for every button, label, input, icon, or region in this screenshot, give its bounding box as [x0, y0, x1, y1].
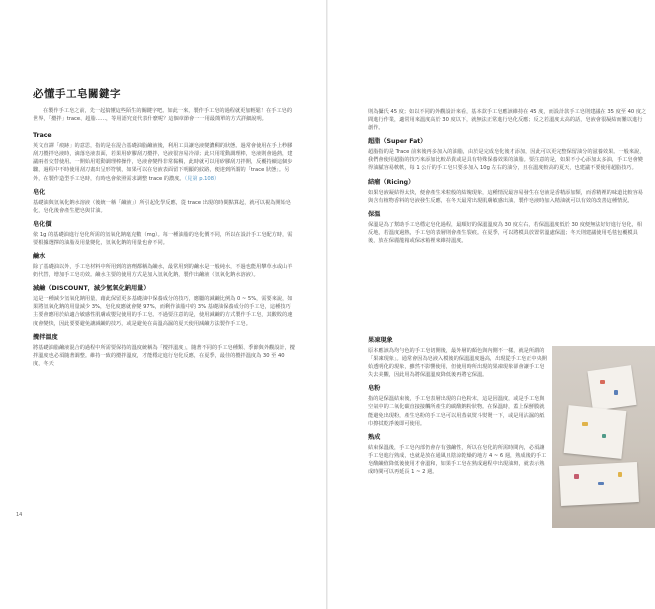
soap-speck [574, 474, 579, 479]
section-body: 基礎油與氫氧化鈉水溶液（後統一稱「鹼液」）所引起化學反應，從 trace 出現的時間點算起，就可以視為開始皂化，皂化後會產生肥皂與甘油。 [33, 199, 291, 214]
section-soda-ash [368, 385, 548, 427]
section-sap-value [33, 221, 295, 247]
section-stirring-temperature [33, 334, 295, 368]
section-continuation [368, 108, 647, 132]
right-column-top [368, 108, 647, 251]
section-body: 保溫是為了幫助手工皂穩定皂化過程，最順好的保溫溫度為 30 度左右，若保溫溫度低於 30 度便無法好好進行皂化，相反地，若溫度過熱，手工皂的表層則會產生裂痕。在夏季，可以將模具放置常溫處保溫；冬天則建議使用毛毯包覆模具後，放在保麗龍箱或保冰箱裡來維持溫度。 [368, 221, 642, 244]
section-heading: 結瘤（Ricing） [368, 178, 415, 186]
soap-bar [587, 365, 636, 411]
right-column-bottom [368, 337, 548, 482]
right-page [328, 0, 655, 609]
section-trace [33, 132, 295, 182]
soap-speck [582, 422, 588, 426]
section-body: 這是一種減少氫氧化鈉用量，藉此保留更多基礎油中保養成分的技巧，應屬的減鹼比例為 0 ~ 5%，需要來說，如果將氫氧化鈉的用量減少 3%，皂化度應就會變 97%，而剩作油脂中的 3% 基礎油保養成分的手工皂，這種技巧主要會應用於給適合敏感性肌膚或嬰兒使用的手工皂。不過要注意的是，使用減鹼的方式製作手工皂，其酸敗的速度會變快，因此要要避免讓減鹼的技巧，或是避免在高溫高濕的夏天使用減鹼方法製作手工皂。 [33, 296, 293, 327]
section-body: 結束保溫後，手工皂內部仍會存有強鹼性，所以在皂化的所需時間內，必須讓手工皂進行熟成，也就是放在通風且陰涼乾燥的地方 4 ~ 6 週，熟成後的手工皂酸鹼值降低後使用才會溫和，如果手工皂在熟成過程中出現油斑，就表示熟成時間可以再延長 1 ~ 2 週。 [368, 444, 547, 476]
section-gel-phase [368, 337, 548, 379]
page-number: 14 [16, 512, 23, 518]
section-superfat [368, 138, 647, 172]
section-heading: 熟成 [368, 433, 381, 441]
section-heading: 皂化 [33, 188, 46, 196]
section-discount [33, 285, 295, 327]
section-heading: 攪拌溫度 [33, 333, 58, 341]
section-body: 指的是保溫結束後，手工皂表層出現的白色粉末，這是因溫度，或是手工皂與空氣中的二氧化碳直接接觸所產生的碳酸鈉粉狀物。在保溫時，蓋上保鮮膜就能避免出現粉，產生皂粉的手工皂可以用蒸氣熨斗熨燙一下，或是用沾濕的紙巾擦拭乾淨後即可使用。 [368, 396, 545, 427]
soap-bar [564, 405, 627, 459]
soap-photo [552, 346, 655, 528]
section-insulation [368, 211, 647, 245]
section-body: 如果皂液凝結得太快，便會產生米粒般的結塊現象，這種情況最容易發生在皂液是香精添加類，而香精裡的味道比較容易與含有植物香料的皂液發生反應，在冬天最常出現肌膚敏感出油，製作皂液時加入精油就可以有效的改善這種情況。 [368, 189, 643, 204]
section-heading: 果凍現象 [368, 337, 393, 344]
soap-speck [602, 434, 606, 438]
intro-paragraph: 在製作手工皂之前，先一起搞懂這些陌生的關鍵字吧。如此一來，製作手工皂的過程就更加輕鬆！在手工皂的世界，「攪拌」trace、超脂……，等用語究竟代表什麼呢？這個章節會一一用最簡單的方式詳細說明。 [33, 108, 293, 123]
soap-speck [600, 380, 605, 384]
section-body: 英文直譯「痕跡」的意思，指的是在混合基礎油脂鹼液後，利用工具讓皂液變濃稠的狀態。過常會使用在手上秒膠刮刀攪拌皂液時，滴落皂液表面，若果用矽膠刮刀攪拌，皂液很容易冷卻；此只用電動調理棒，皂液則會過熱，建議兩者交替使用。一開始用電動調理棒操作，皂液會變得非常黏稠，此時就可以用矽膠刮刀拌開，反覆持續這個步驟，過程中不時使用刮刀畫出呈形符號，如果可以在皂液表面留下明顯的紋路，便達到所謂的「trace 狀態」。另外，在製作造型手工皂時，有時也會依照需求調整 trace 的濃度。（見第 p.108） [33, 143, 293, 182]
section-saponification [33, 189, 295, 215]
section-body: 原本應該為均勻色的手工皂切開後，最外層的顏色與內側不一樣，就是所謂的「果凍現象」。通常會因為皂液入模後的保溫溫度過高，出現從手工皂正中央開始透明化的現象，雖然不影響使用，但使用時所出現的果凍現象卻會讓手工皂失去美觀，因此用為將保溫溫度降低後再將它保溫。 [368, 348, 547, 379]
section-heading: 超脂（Super Fat） [368, 138, 427, 146]
section-heading: 鹼水 [33, 253, 46, 261]
section-body: 除了基礎油以外，手工皂材料中所用到的溶劑都稱為鹼水，最常用到的鹼水是一般純水，不過也能用攀草水或山羊奶代替，增加手工皂功效。鹼水主要的使用方式是加入氫氧化鈉，製作出鹼液（氫氧化鈉水溶液）。 [33, 264, 293, 279]
section-heading: Trace [33, 132, 52, 140]
section-curing [368, 434, 548, 476]
section-body: 則為攝氏 45 度；如以不同的外觀設計來看，基本款手工皂應該維持在 45 度，而設計款手工皂則建議在 35 度至 40 度之間進行作業，適常用來溫度高於 30 度以下，就無法正常進行皂化反應；反之若溫度太高的話，皂液會很凝結而難以進行創作。 [368, 109, 647, 132]
page-title: 必懂手工皂關鍵字 [33, 88, 121, 100]
left-column [33, 86, 295, 374]
section-body: 依 1g 的基礎油進行皂化所需的氫氧化鈉毫克數（mg）。每一種油脂的皂化價不同，所以在設計手工皂配方時，需要根據選擇的油脂及用量變化，氫氧化鈉的用量也會不同。 [33, 231, 293, 246]
section-ricing [368, 179, 647, 205]
section-heading: 保溫 [368, 210, 381, 218]
section-heading: 皂化價 [33, 220, 52, 228]
left-page [0, 0, 327, 609]
soap-speck [618, 472, 622, 477]
soap-speck [614, 390, 618, 395]
section-heading: 減鹼（DISCOUNT，減少氫氧化鈉用量） [33, 285, 150, 293]
section-body: 超脂指的是 Trace 前來後再多加入的油脂，由於是完成皂化後才添加，因此可以更完整保留油分的滋養效果。一般來說，我們會使用超脂的技巧來添加比較昂貴或是具有特殊保養效果的油脂。要注意的是，如果不小心添加太多油，手工皂會變得油膩容易軟軟，每 1 公斤的手工皂只要多加入 10g 左右的油分，且在溫度較高的夏天，也建議不要使用超脂技巧。 [368, 149, 645, 172]
section-lye-water [33, 253, 295, 279]
caption: （見第 p.108） [184, 175, 220, 182]
section-heading: 皂粉 [368, 385, 381, 393]
section-body: 將基礎油脂鹼液混合的過程中所需要保持的溫度統稱為「攪拌溫度」，隨著不同的手工皂種類、季節與外觀設計，攪拌溫度也必須隨著調整。維持一致的攪拌溫度，才能穩定進行皂化反應，在夏季，最佳的攪拌溫度為 30 至 40 度，冬天 [33, 344, 295, 367]
soap-speck [598, 482, 604, 485]
